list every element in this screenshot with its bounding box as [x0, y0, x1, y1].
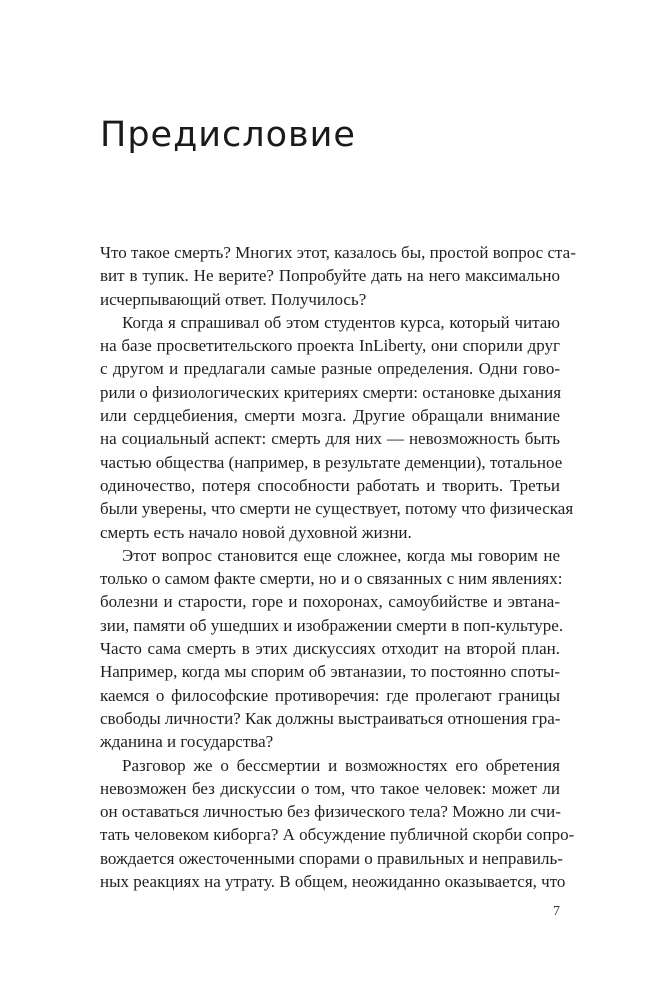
text-line: Этот вопрос становится еще сложнее, когда мы говорим не: [122, 545, 560, 565]
text-line: или сердцебиения, смерти мозга. Другие обращали внимание: [100, 406, 560, 426]
text-line: с другом и предлагали самые разные определения. Одни гово-: [100, 359, 560, 379]
text-line: одиночество, потеря способности работать и творить. Третьи: [100, 475, 560, 495]
text-line: Часто сама смерть в этих дискуссиях отходит на второй план.: [100, 639, 560, 659]
text-line: Например, когда мы спорим об эвтаназии, то постоянно споты-: [100, 662, 560, 682]
text-line: болезни и старости, горе и похоронах, самоубийстве и эвтана-: [100, 592, 560, 612]
text-line: рили о физиологических критериях смерти: остановке дыхания: [100, 382, 562, 402]
text-line: тать человеком киборга? А обсуждение публичной скорби сопро-: [100, 825, 575, 845]
text-line: исчерпывающий ответ. Получилось?: [100, 289, 367, 309]
text-line: на базе просветительского проекта InLiberty, они спорили друг: [100, 336, 560, 356]
text-line: свободы личности? Как должны выстраиваться отношения гра-: [100, 708, 561, 728]
text-line: вит в тупик. Не верите? Попробуйте дать на него максимально: [100, 266, 560, 286]
text-line: вождается ожесточенными спорами о правильных и неправиль-: [100, 848, 563, 868]
text-line: ных реакциях на утрату. В общем, неожиданно оказывается, что: [100, 872, 566, 892]
text-line: только о самом факте смерти, но и о связанных с ним явлениях:: [100, 569, 563, 589]
text-line: Когда я спрашивал об этом студентов курса, который читаю: [122, 312, 560, 332]
text-line: частью общества (например, в результате деменции), тотальное: [100, 452, 563, 472]
text-line: невозможен без дискуссии о том, что такое человек: может ли: [100, 778, 560, 798]
text-line: жданина и государства?: [100, 732, 274, 752]
text-line: Разговор же о бессмертии и возможностях его обретения: [122, 755, 560, 775]
text-line: на социальный аспект: смерть для них — невозможность быть: [100, 429, 560, 449]
text-line: он оставаться личностью без физического тела? Можно ли счи-: [100, 802, 561, 822]
text-line: Что такое смерть? Многих этот, казалось бы, простой вопрос ста-: [100, 243, 576, 262]
text-line: были уверены, что смерти не существует, потому что физическая: [100, 499, 574, 519]
text-line: зии, памяти об ушедших и изображении смерти в поп-культуре.: [100, 615, 564, 635]
text-line: каемся о философские противоречия: где пролегают границы: [100, 685, 560, 705]
body-text: [100, 241, 576, 893]
page-number: 7: [553, 904, 560, 919]
text-line: смерть есть начало новой духовной жизни.: [100, 522, 412, 542]
chapter-title: Предисловие: [100, 115, 356, 155]
